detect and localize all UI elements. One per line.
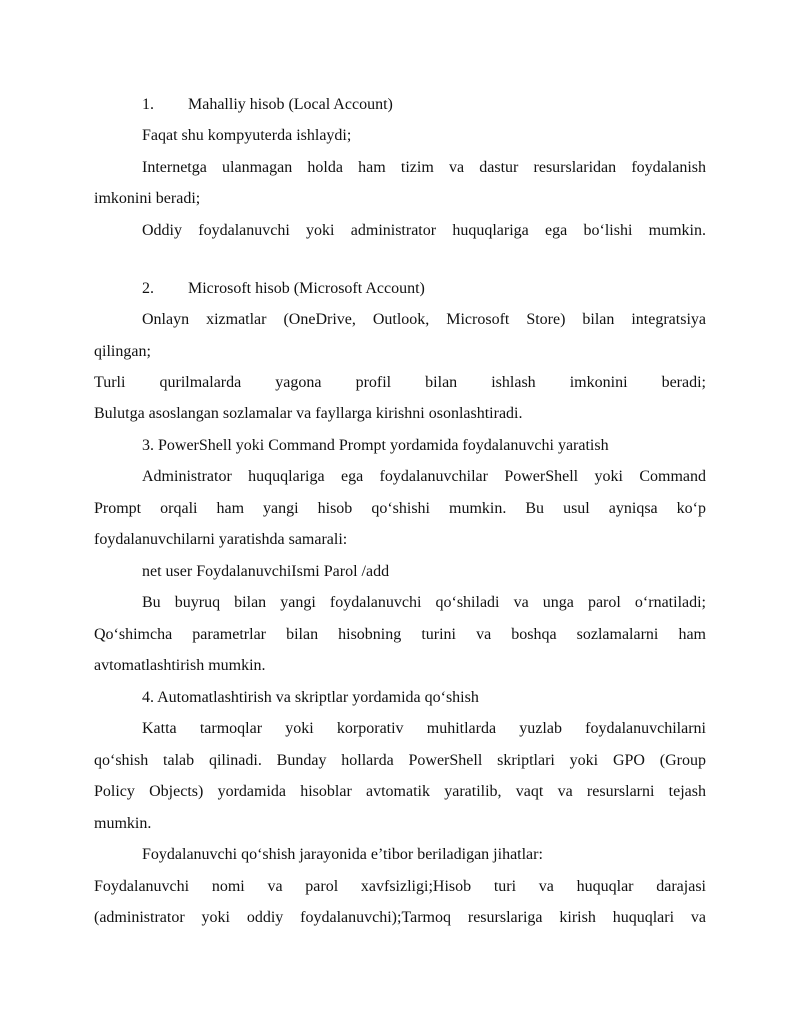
paragraph-line: Policy Objects) yordamida hisoblar avtomatik yaratilib, vaqt va resurslarni tejash bbox=[94, 783, 706, 800]
section-2-title: Microsoft hisob (Microsoft Account) bbox=[188, 280, 425, 297]
paragraph-line: Prompt orqali ham yangi hisob qo‘shishi mumkin. Bu usul ayniqsa ko‘p bbox=[94, 500, 706, 517]
section-2-number: 2. bbox=[142, 280, 154, 297]
paragraph-line: Foydalanuvchi qo‘shish jarayonida e’tibor beriladigan jihatlar: bbox=[142, 846, 543, 863]
paragraph-line: foydalanuvchilarni yaratishda samarali: bbox=[94, 531, 348, 548]
section-1-number: 1. bbox=[142, 96, 154, 113]
paragraph-line: imkonini beradi; bbox=[94, 190, 201, 207]
paragraph-line: Onlayn xizmatlar (OneDrive, Outlook, Microsoft Store) bilan integratsiya bbox=[142, 311, 706, 328]
paragraph-line: (administrator yoki oddiy foydalanuvchi);Tarmoq resurslariga kirish huquqlari va bbox=[94, 909, 706, 926]
paragraph-line: Katta tarmoqlar yoki korporativ muhitlarda yuzlab foydalanuvchilarni bbox=[142, 720, 706, 737]
paragraph-line: Qo‘shimcha parametrlar bilan hisobning turini va boshqa sozlamalarni ham bbox=[94, 626, 706, 643]
paragraph-line: Foydalanuvchi nomi va parol xavfsizligi;Hisob turi va huquqlar darajasi bbox=[94, 878, 706, 895]
paragraph-line: avtomatlashtirish mumkin. bbox=[94, 657, 266, 674]
paragraph-line: Bu buyruq bilan yangi foydalanuvchi qo‘shiladi va unga parol o‘rnatiladi; bbox=[142, 594, 706, 611]
paragraph-line: mumkin. bbox=[94, 815, 152, 832]
paragraph-line: qo‘shish talab qilinadi. Bunday hollarda PowerShell skriptlari yoki GPO (Group bbox=[94, 752, 706, 769]
paragraph-line: Faqat shu kompyuterda ishlaydi; bbox=[142, 127, 352, 144]
paragraph-line: Bulutga asoslangan sozlamalar va fayllarga kirishni osonlashtiradi. bbox=[94, 405, 523, 422]
section-4-heading: 4. Automatlashtirish va skriptlar yordamida qo‘shish bbox=[142, 689, 479, 706]
paragraph-line: Turli qurilmalarda yagona profil bilan ishlash imkonini beradi; bbox=[94, 374, 706, 391]
section-3-heading: 3. PowerShell yoki Command Prompt yordamida foydalanuvchi yaratish bbox=[142, 437, 609, 454]
paragraph-line: Administrator huquqlariga ega foydalanuvchilar PowerShell yoki Command bbox=[142, 468, 706, 485]
paragraph-line: qilingan; bbox=[94, 343, 151, 360]
paragraph-line: Oddiy foydalanuvchi yoki administrator huquqlariga ega bo‘lishi mumkin. bbox=[142, 222, 706, 239]
command-line: net user FoydalanuvchiIsmi Parol /add bbox=[142, 563, 390, 580]
section-1-title: Mahalliy hisob (Local Account) bbox=[188, 96, 393, 113]
paragraph-line: Internetga ulanmagan holda ham tizim va dastur resurslaridan foydalanish bbox=[142, 159, 706, 176]
